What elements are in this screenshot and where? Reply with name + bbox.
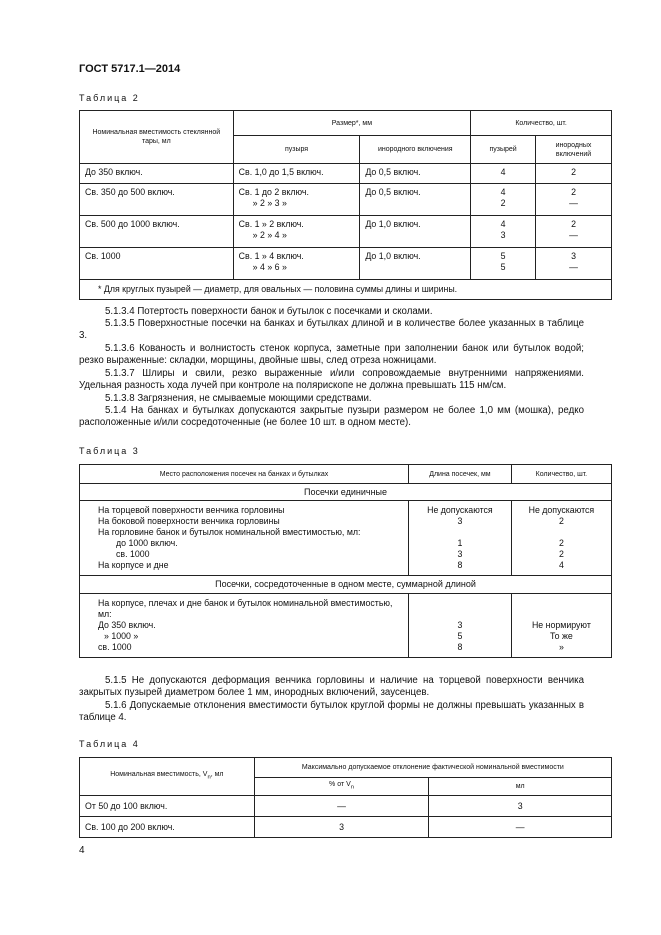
t2-cell-inclusion bbox=[360, 164, 471, 184]
t2-cell-inclusion-line: До 1,0 включ. bbox=[365, 251, 421, 261]
t2-col-count: Количество, шт. bbox=[471, 111, 612, 136]
t2-cell-inclusion-count-line: — bbox=[569, 198, 578, 208]
t2-sub-bubbles-count: пузырей bbox=[471, 136, 536, 164]
t3-s1-places bbox=[80, 501, 409, 576]
t4-col-deviation: Максимально допускаемое отклонение фактической номинальной вместимости bbox=[254, 758, 611, 778]
t2-cell-bubble-line: Св. 1 » 4 включ. bbox=[238, 251, 304, 261]
t2-cell-capacity-line: До 350 включ. bbox=[85, 167, 143, 177]
t3-s2-lengths bbox=[409, 594, 512, 658]
table4-caption: Таблица 4 bbox=[79, 739, 140, 749]
t2-cell-capacity bbox=[80, 248, 234, 280]
t3-s2-count: » bbox=[558, 642, 564, 652]
t2-cell-bubble-count bbox=[471, 216, 536, 248]
t2-cell-inclusion bbox=[360, 184, 471, 216]
t3-s1-length: 3 bbox=[457, 516, 463, 526]
table4 bbox=[79, 757, 612, 838]
t2-cell-inclusion-line: До 0,5 включ. bbox=[365, 187, 421, 197]
t3-section-single: Посечки единичные bbox=[80, 484, 612, 501]
t2-cell-inclusion-count-line: 2 bbox=[571, 219, 576, 229]
t2-cell-bubble-line: » 4 » 6 » bbox=[252, 262, 287, 272]
t2-cell-bubble-count-line: 4 bbox=[500, 167, 506, 177]
document-header: ГОСТ 5717.1—2014 bbox=[79, 63, 181, 75]
t3-s1-counts bbox=[511, 501, 611, 576]
t3-s1-count: 2 bbox=[558, 549, 564, 559]
t2-cell-bubble-count bbox=[471, 248, 536, 280]
t3-s1-place: св. 1000 bbox=[116, 549, 150, 559]
t2-col-size: Размер*, мм bbox=[233, 111, 470, 136]
t3-s1-place: до 1000 включ. bbox=[116, 538, 178, 548]
t4-row-capacity: От 50 до 100 включ. bbox=[80, 796, 255, 817]
t3-s2-place: На корпусе, плечах и дне банок и бутылок номинальной вместимостью, мл: bbox=[98, 598, 393, 619]
t3-s1-place: На торцевой поверхности венчика горловины bbox=[98, 505, 285, 515]
t2-cell-bubble bbox=[233, 248, 360, 280]
t3-s1-count: Не допускаются bbox=[528, 505, 595, 515]
paragraph-5-1-3-6: 5.1.3.6 Кованость и волнистость стенок корпуса, заметные при заполнении банок или бутылок водой; резко выраженные: складки, морщины, двойные швы, след отреза ножницами. bbox=[79, 343, 584, 367]
table2-caption: Таблица 2 bbox=[79, 93, 140, 103]
t2-cell-inclusion-line: До 0,5 включ. bbox=[365, 167, 421, 177]
t2-cell-capacity bbox=[80, 216, 234, 248]
table3 bbox=[79, 464, 612, 658]
paragraph-5-1-5: 5.1.5 Не допускаются деформация венчика горловины и наличие на торцевой поверхности венчика закрытых пузырей диаметром более 1 мм, инородных включений, заусенцев. bbox=[79, 675, 584, 699]
t2-cell-bubble-count-line: 2 bbox=[500, 198, 506, 208]
t2-cell-inclusion-count-line: 2 bbox=[571, 167, 576, 177]
t4-row-percent: 3 bbox=[254, 817, 429, 838]
t3-s2-places bbox=[80, 594, 409, 658]
paragraph-5-1-4: 5.1.4 На банках и бутылках допускаются закрытые пузыри размером не более 1,0 мм (мошка), редко расположенные и/или сосредоточенные (не более 10 шт. в одном месте). bbox=[79, 405, 584, 429]
t3-s1-length: 3 bbox=[457, 549, 463, 559]
t2-cell-bubble-count-line: 3 bbox=[500, 230, 506, 240]
t3-section-concentrated: Посечки, сосредоточенные в одном месте, суммарной длиной bbox=[80, 576, 612, 594]
paragraph-5-1-6: 5.1.6 Допускаемые отклонения вместимости бутылок круглой формы не должны превышать указанных в таблице 4. bbox=[79, 700, 584, 724]
t2-cell-capacity-line: Св. 500 до 1000 включ. bbox=[85, 219, 180, 229]
t4-row-capacity: Св. 100 до 200 включ. bbox=[80, 817, 255, 838]
t3-s1-length: 8 bbox=[457, 560, 463, 570]
t2-cell-capacity-line: Св. 1000 bbox=[85, 251, 121, 261]
t3-s1-count: 2 bbox=[558, 516, 564, 526]
t2-sub-inclusions-count: инородных включений bbox=[536, 136, 612, 164]
t2-row bbox=[80, 216, 612, 248]
table2 bbox=[79, 110, 612, 300]
t2-row bbox=[80, 184, 612, 216]
t2-cell-bubble bbox=[233, 164, 360, 184]
t3-s2-length: 5 bbox=[457, 631, 463, 641]
t3-s1-place: На горловине банок и бутылок номинальной вместимостью, мл: bbox=[98, 527, 361, 537]
t2-sub-inclusions: инородного включения bbox=[360, 136, 471, 164]
t2-cell-bubble-count-line: 4 bbox=[500, 187, 506, 197]
t3-col-place: Место расположения посечек на банках и бутылках bbox=[80, 465, 409, 484]
t3-col-count: Количество, шт. bbox=[511, 465, 611, 484]
t2-cell-bubble-line: Св. 1,0 до 1,5 включ. bbox=[238, 167, 324, 177]
t2-cell-bubble-count bbox=[471, 184, 536, 216]
t2-cell-inclusion-count bbox=[536, 184, 612, 216]
t2-cell-bubble-count-line: 4 bbox=[500, 219, 506, 229]
t3-col-length: Длина посечек, мм bbox=[409, 465, 512, 484]
t2-cell-bubble-line: Св. 1 до 2 включ. bbox=[238, 187, 309, 197]
t2-cell-inclusion-count-line: 2 bbox=[571, 187, 576, 197]
t2-cell-inclusion-count-line: — bbox=[569, 262, 578, 272]
t3-s1-count: 4 bbox=[558, 560, 564, 570]
t4-row-ml: — bbox=[429, 817, 612, 838]
t2-cell-bubble-line: » 2 » 4 » bbox=[252, 230, 287, 240]
t2-cell-inclusion-count bbox=[536, 164, 612, 184]
t3-s2-count: Не нормируют bbox=[531, 620, 591, 630]
t2-col-capacity: Номинальная вместимость стеклянной тары, мл bbox=[80, 111, 234, 164]
paragraph-5-1-3-4: 5.1.3.4 Потертость поверхности банок и бутылок с посечками и сколами. bbox=[105, 306, 433, 317]
t2-cell-capacity bbox=[80, 164, 234, 184]
t3-s1-length bbox=[414, 527, 506, 538]
paragraph-5-1-3-7: 5.1.3.7 Шлиры и свили, резко выраженные и/или сопровождаемые внутренними напряжениями. Удельная разность хода лучей при контроле на полярископе не должна превышать 115 нм/см. bbox=[79, 368, 584, 392]
t2-cell-bubble-count-line: 5 bbox=[500, 262, 506, 272]
t2-cell-inclusion-count bbox=[536, 216, 612, 248]
t3-s2-length: 3 bbox=[457, 620, 463, 630]
t2-cell-bubble-line: » 2 » 3 » bbox=[252, 198, 287, 208]
t2-cell-inclusion-line: До 1,0 включ. bbox=[365, 219, 421, 229]
t4-sub-ml: мл bbox=[429, 778, 612, 796]
t2-row bbox=[80, 164, 612, 184]
t3-s2-place: св. 1000 bbox=[98, 642, 132, 652]
t2-cell-bubble-line: Св. 1 » 2 включ. bbox=[238, 219, 304, 229]
t4-row-percent: — bbox=[254, 796, 429, 817]
t4-sub-percent: % от $V_n$ bbox=[254, 778, 429, 796]
t2-cell-inclusion bbox=[360, 248, 471, 280]
t2-cell-bubble bbox=[233, 184, 360, 216]
t2-cell-bubble bbox=[233, 216, 360, 248]
t2-cell-inclusion-count-line: — bbox=[569, 230, 578, 240]
t3-s1-length: Не допускаются bbox=[427, 505, 493, 515]
t3-s2-count: То же bbox=[550, 631, 573, 641]
t2-footnote: * Для круглых пузырей — диаметр, для овальных — половина суммы длины и ширины. bbox=[80, 280, 612, 300]
t2-cell-inclusion-count bbox=[536, 248, 612, 280]
t3-s1-place: На корпусе и дне bbox=[98, 560, 169, 570]
t3-s1-count: 2 bbox=[558, 538, 564, 548]
t3-s2-length: 8 bbox=[457, 642, 463, 652]
t2-cell-inclusion bbox=[360, 216, 471, 248]
t2-cell-bubble-count bbox=[471, 164, 536, 184]
t3-s1-lengths bbox=[409, 501, 512, 576]
page-number: 4 bbox=[79, 845, 85, 856]
t4-col-capacity: Номинальная вместимость, $V_n$, мл bbox=[80, 758, 255, 796]
paragraph-5-1-3-5: 5.1.3.5 Поверхностные посечки на банках и бутылках длиной и в количестве более указанных в таблице 3. bbox=[79, 318, 584, 342]
t2-cell-inclusion-count-line: 3 bbox=[571, 251, 576, 261]
table3-caption: Таблица 3 bbox=[79, 446, 140, 456]
t2-cell-capacity bbox=[80, 184, 234, 216]
t3-s2-counts bbox=[511, 594, 611, 658]
t2-cell-capacity-line: Св. 350 до 500 включ. bbox=[85, 187, 175, 197]
t3-s1-place: На боковой поверхности венчика горловины bbox=[98, 516, 280, 526]
t3-s1-length: 1 bbox=[457, 538, 463, 548]
t3-s2-place: До 350 включ. bbox=[98, 620, 156, 630]
t3-s1-count bbox=[517, 527, 606, 538]
t3-s2-place: » 1000 » bbox=[104, 631, 139, 641]
t4-row-ml: 3 bbox=[429, 796, 612, 817]
paragraph-5-1-3-8: 5.1.3.8 Загрязнения, не смываемые моющими средствами. bbox=[105, 393, 372, 404]
t2-cell-bubble-count-line: 5 bbox=[500, 251, 506, 261]
t2-row bbox=[80, 248, 612, 280]
t2-sub-bubbles: пузыря bbox=[233, 136, 360, 164]
